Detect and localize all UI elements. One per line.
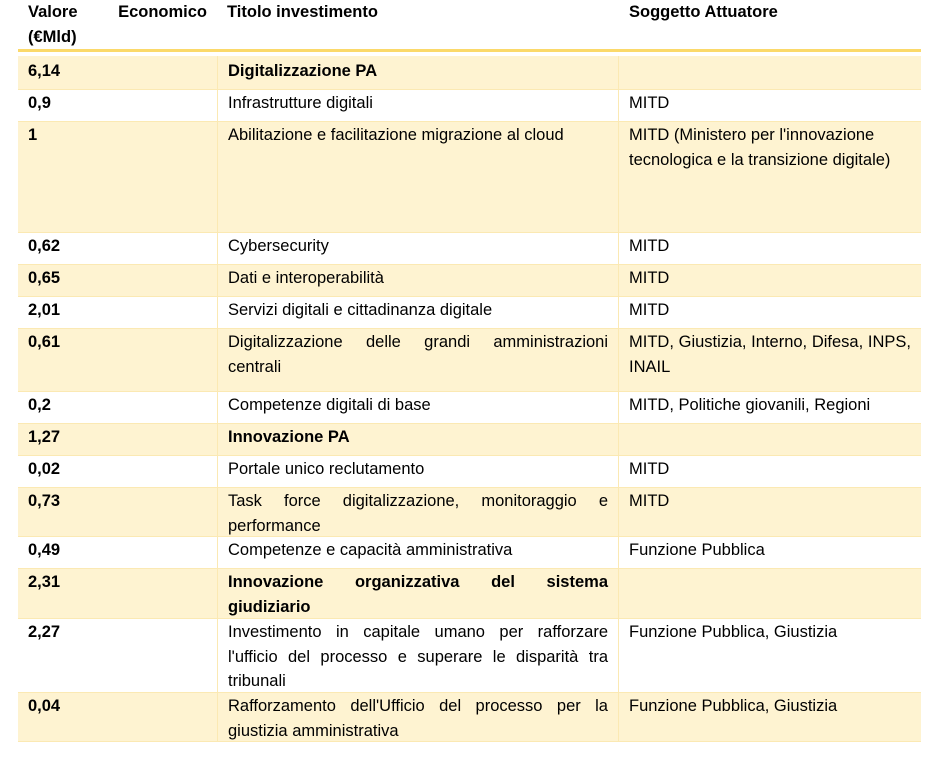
row-title: Task force digitalizzazione, monitoraggio e performance <box>217 488 619 536</box>
table-row <box>18 488 921 537</box>
row-value: 0,04 <box>28 697 61 715</box>
row-value: 0,9 <box>28 94 51 112</box>
row-title: Competenze digitali di base <box>217 392 619 423</box>
table-row <box>18 329 921 392</box>
row-entity: MITD <box>629 94 670 112</box>
row-entity <box>619 56 921 89</box>
row-title: Digitalizzazione delle grandi amministrazioni centrali <box>217 329 619 391</box>
row-title: Competenze e capacità amministrativa <box>217 537 619 568</box>
table-row <box>18 56 921 90</box>
investment-table <box>18 0 921 742</box>
row-entity: MITD <box>629 460 670 478</box>
row-entity: MITD <box>629 301 670 319</box>
table-row <box>18 456 921 488</box>
row-entity: Funzione Pubblica, Giustizia <box>629 697 838 715</box>
row-entity: MITD, Giustizia, Interno, Difesa, INPS, INAIL <box>629 333 911 376</box>
row-title: Portale unico reclutamento <box>217 456 619 487</box>
row-entity: Funzione Pubblica, Giustizia <box>629 623 838 641</box>
table-row <box>18 693 921 742</box>
header-value-unit: (€Mld) <box>28 27 77 46</box>
table-row <box>18 297 921 329</box>
row-title: Servizi digitali e cittadinanza digitale <box>217 297 619 328</box>
header-entity: Soggetto Attuatore <box>629 3 778 21</box>
row-value: 0,73 <box>28 492 61 510</box>
row-entity <box>619 569 921 618</box>
row-title: Infrastrutture digitali <box>217 90 619 121</box>
table-row <box>18 392 921 424</box>
row-value: 1,27 <box>28 428 61 446</box>
row-title: Cybersecurity <box>217 233 619 264</box>
row-value: 0,49 <box>28 541 61 559</box>
table-row <box>18 233 921 265</box>
row-title: Rafforzamento dell'Ufficio del processo per la giustizia amministrativa <box>217 693 619 741</box>
table-row <box>18 90 921 122</box>
row-value: 0,65 <box>28 269 61 287</box>
row-value: 0,02 <box>28 460 61 478</box>
row-entity: Funzione Pubblica <box>629 541 765 559</box>
row-value: 0,62 <box>28 237 61 255</box>
header-value-word2: Economico <box>118 3 207 21</box>
row-title: Innovazione organizzativa del sistema giudiziario <box>217 569 619 618</box>
row-title: Dati e interoperabilità <box>217 265 619 296</box>
row-value: 0,61 <box>28 333 61 351</box>
row-entity: MITD (Ministero per l'innovazione tecnologica e la transizione digitale) <box>629 126 891 169</box>
row-entity <box>619 424 921 455</box>
row-value: 1 <box>28 126 38 144</box>
table-row <box>18 424 921 456</box>
row-value: 2,01 <box>28 301 61 319</box>
row-value: 0,2 <box>28 396 51 414</box>
row-title: Innovazione PA <box>217 424 619 455</box>
table-row <box>18 619 921 693</box>
row-entity: MITD <box>629 492 670 510</box>
header-value <box>18 0 217 49</box>
table-row <box>18 569 921 619</box>
row-value: 2,31 <box>28 573 61 591</box>
row-value: 6,14 <box>28 62 61 80</box>
row-title: Investimento in capitale umano per rafforzare l'ufficio del processo e superare le disparità tra tribunali <box>217 619 619 692</box>
header-value-word1: Valore <box>28 3 78 21</box>
table-header <box>18 0 921 52</box>
table-row <box>18 265 921 297</box>
row-entity: MITD, Politiche giovanili, Regioni <box>629 396 871 414</box>
row-entity: MITD <box>629 237 670 255</box>
row-title: Digitalizzazione PA <box>217 56 619 89</box>
table-row <box>18 537 921 569</box>
row-value: 2,27 <box>28 623 61 641</box>
row-title: Abilitazione e facilitazione migrazione al cloud <box>217 122 619 232</box>
header-title: Titolo investimento <box>227 3 378 21</box>
row-entity: MITD <box>629 269 670 287</box>
table-row <box>18 122 921 233</box>
